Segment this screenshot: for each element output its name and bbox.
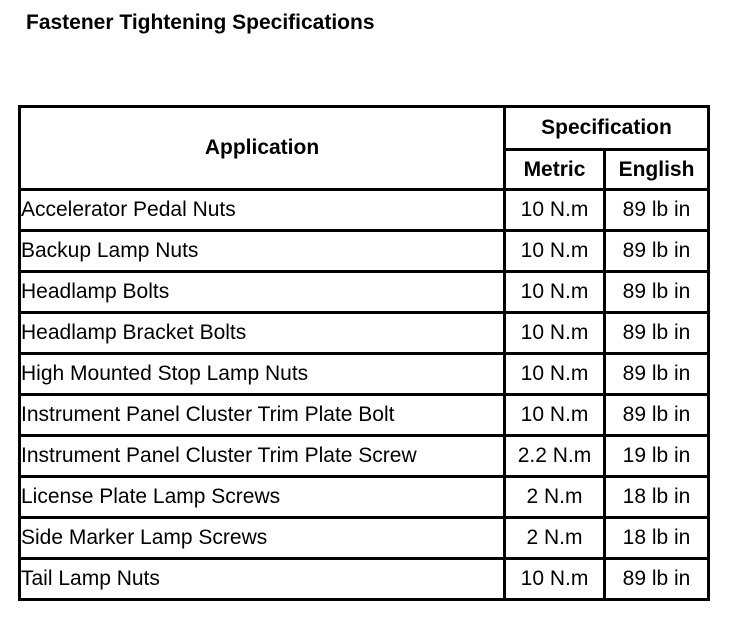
english-cell: 89 lb in bbox=[606, 273, 707, 314]
metric-cell: 10 N.m bbox=[506, 396, 606, 437]
specification-column-header: Specification bbox=[506, 108, 707, 151]
application-cell: Headlamp Bolts bbox=[21, 273, 506, 314]
metric-column-header: Metric bbox=[506, 151, 606, 191]
application-cell: Instrument Panel Cluster Trim Plate Screw bbox=[21, 437, 506, 478]
english-cell: 89 lb in bbox=[606, 191, 707, 232]
table-row bbox=[21, 437, 707, 478]
metric-cell: 10 N.m bbox=[506, 191, 606, 232]
application-cell: Instrument Panel Cluster Trim Plate Bolt bbox=[21, 396, 506, 437]
fastener-spec-table bbox=[18, 105, 710, 601]
table-row bbox=[21, 314, 707, 355]
english-cell: 89 lb in bbox=[606, 232, 707, 273]
application-cell: License Plate Lamp Screws bbox=[21, 478, 506, 519]
application-cell: Tail Lamp Nuts bbox=[21, 560, 506, 598]
metric-cell: 10 N.m bbox=[506, 273, 606, 314]
english-cell: 89 lb in bbox=[606, 355, 707, 396]
application-column-header: Application bbox=[21, 108, 506, 191]
application-cell: Side Marker Lamp Screws bbox=[21, 519, 506, 560]
application-cell: Backup Lamp Nuts bbox=[21, 232, 506, 273]
english-cell: 89 lb in bbox=[606, 396, 707, 437]
metric-cell: 2.2 N.m bbox=[506, 437, 606, 478]
metric-cell: 10 N.m bbox=[506, 560, 606, 598]
english-cell: 89 lb in bbox=[606, 314, 707, 355]
english-cell: 19 lb in bbox=[606, 437, 707, 478]
metric-cell: 2 N.m bbox=[506, 478, 606, 519]
application-cell: High Mounted Stop Lamp Nuts bbox=[21, 355, 506, 396]
metric-cell: 10 N.m bbox=[506, 232, 606, 273]
table-header-row bbox=[21, 108, 707, 151]
metric-cell: 10 N.m bbox=[506, 355, 606, 396]
english-cell: 89 lb in bbox=[622, 567, 691, 590]
table-row bbox=[21, 478, 707, 519]
table-row bbox=[21, 519, 707, 560]
metric-cell: 10 N.m bbox=[506, 314, 606, 355]
table-row bbox=[21, 232, 707, 273]
english-cell: 18 lb in bbox=[606, 478, 707, 519]
table-row bbox=[21, 191, 707, 232]
table-row bbox=[21, 560, 707, 598]
page-title: Fastener Tightening Specifications bbox=[26, 11, 375, 34]
english-column-header: English bbox=[606, 151, 707, 191]
metric-cell: 2 N.m bbox=[506, 519, 606, 560]
application-cell: Headlamp Bracket Bolts bbox=[21, 314, 506, 355]
table-row bbox=[21, 273, 707, 314]
table-row bbox=[21, 396, 707, 437]
table-row bbox=[21, 355, 707, 396]
english-cell: 18 lb in bbox=[606, 519, 707, 560]
application-cell: Accelerator Pedal Nuts bbox=[21, 191, 506, 232]
